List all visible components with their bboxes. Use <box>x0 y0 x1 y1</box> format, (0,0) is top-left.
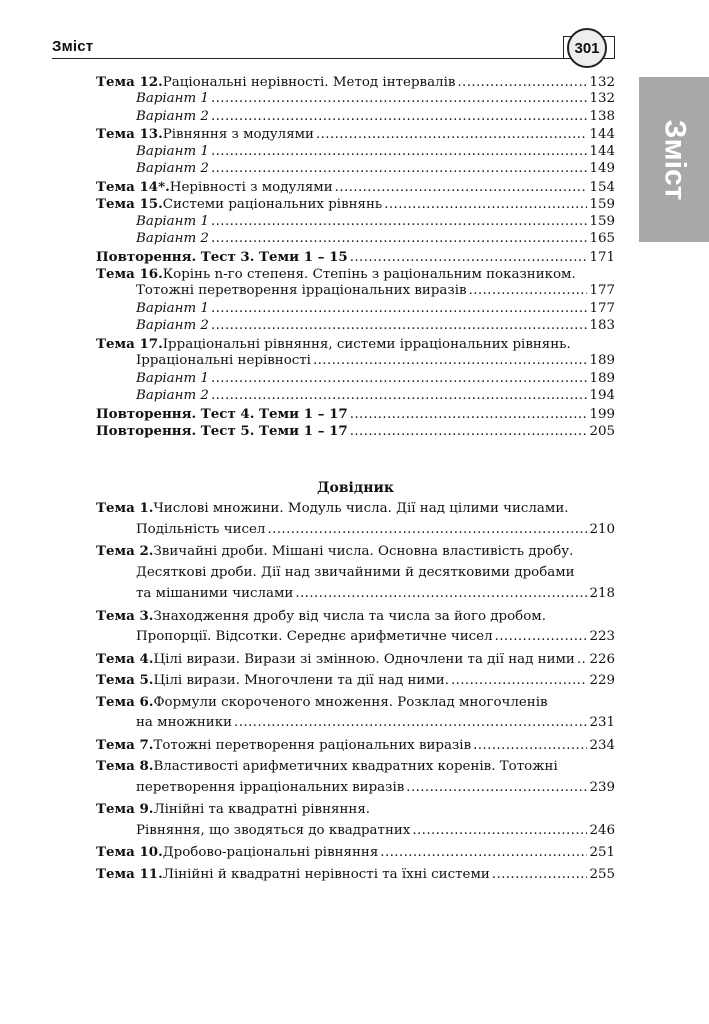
toc-line <box>136 520 615 540</box>
toc-topic-title: Системи раціональних рівнянь <box>162 197 383 213</box>
toc-page-number: 223 <box>589 629 615 644</box>
toc-topic-title: Властивості арифметичних квадратних коренів. Тотожні <box>153 759 558 774</box>
toc-topic-title: Ірраціональні рівняння, системи ірраціональних рівнянь. <box>162 336 571 352</box>
toc-topic-title: Формули скороченого множення. Розклад многочленів <box>153 694 548 710</box>
toc-topic-title: Числові множини. Модуль числа. Дії над цілими числами. <box>153 501 569 516</box>
toc-page-number: 132 <box>589 75 615 90</box>
toc-topic-label: Тема 15. <box>96 196 163 213</box>
dot-leader <box>577 650 588 670</box>
toc-line <box>136 627 615 647</box>
dot-leader <box>473 736 587 756</box>
toc-variant-label: Варіант 2 <box>136 161 209 177</box>
toc-line <box>136 821 615 841</box>
toc-topic-continuation: Подільність чисел <box>136 521 266 537</box>
toc-page-number: 144 <box>589 143 615 159</box>
toc-topic-continuation: Рівняння, що зводяться до квадратних <box>136 822 411 838</box>
toc-variant-label: Варіант 2 <box>136 318 209 334</box>
toc-line <box>96 498 615 518</box>
toc-topic-label: Повторення. Тест 4. Теми 1 – 17 <box>96 405 348 422</box>
toc-topic-title: Цілі вирази. Многочлени та дії над ними. <box>153 673 449 688</box>
dot-leader <box>267 520 587 540</box>
toc-topic-label: Тема 6. <box>96 693 154 710</box>
dot-leader <box>492 865 588 885</box>
toc-page-number: 132 <box>589 91 615 107</box>
toc-variant-label: Варіант 2 <box>136 231 209 247</box>
toc-page-number: 159 <box>589 197 615 213</box>
toc-variant-label: Варіант 1 <box>136 143 209 159</box>
toc-topic-label: Повторення. Тест 5. Теми 1 – 17 <box>96 423 348 439</box>
toc-line <box>136 778 615 798</box>
toc-topic-continuation: та мішаними числами <box>136 586 294 601</box>
toc-page-number: 189 <box>589 353 615 369</box>
toc-line <box>96 421 615 441</box>
toc-page-number: 138 <box>589 108 615 124</box>
toc-topic-title: Лінійні та квадратні рівняння. <box>153 802 371 817</box>
toc-line <box>96 799 615 819</box>
toc-variant-label: Варіант 1 <box>136 91 209 107</box>
toc-page-number: 194 <box>589 388 615 404</box>
toc-topic-label: Тема 17. <box>96 335 163 352</box>
toc-page-number: 177 <box>589 300 615 316</box>
toc-topic-continuation: Ірраціональні нерівності <box>136 353 311 369</box>
toc-line <box>96 606 615 626</box>
dot-leader <box>380 843 587 863</box>
toc-topic-label: Тема 5. <box>96 672 154 688</box>
section-header-title: Зміст <box>52 38 94 55</box>
toc-line <box>96 735 615 755</box>
toc-page-number: 149 <box>589 161 615 177</box>
toc-topic-label: Тема 16. <box>96 265 163 282</box>
toc-topic-title: Звичайні дроби. Мішані числа. Основна властивість дробу. <box>153 544 574 559</box>
dot-leader <box>295 584 587 604</box>
toc-line <box>96 541 615 561</box>
toc-topic-label: Тема 10. <box>96 844 163 860</box>
toc-topic-title: Тотожні перетворення раціональних виразів <box>153 737 472 753</box>
toc-page-number: 154 <box>589 179 615 195</box>
toc-page-number: 218 <box>589 586 615 601</box>
toc-topic-title: Рівняння з модулями <box>162 127 314 143</box>
toc-page-number: 255 <box>589 866 615 882</box>
toc-page-number: 226 <box>589 651 615 667</box>
toc-topic-label: Тема 9. <box>96 801 154 817</box>
toc-topic-continuation: на множники <box>136 715 233 730</box>
toc-page-number: 239 <box>589 779 615 795</box>
toc-line <box>136 563 615 583</box>
toc-topic-continuation: Пропорції. Відсотки. Середнє арифметичне чисел <box>136 629 493 644</box>
toc-page-number: 183 <box>589 318 615 334</box>
toc-page-number: 234 <box>589 737 615 753</box>
side-tab-label: Зміст <box>658 119 692 200</box>
toc-line <box>136 584 615 604</box>
toc-page-number: 229 <box>589 673 615 688</box>
side-tab <box>639 77 709 242</box>
toc-topic-label: Тема 11. <box>96 865 163 882</box>
toc-line <box>136 713 615 733</box>
toc-line <box>96 842 615 862</box>
toc-topic-continuation: перетворення ірраціональних виразів <box>136 779 405 795</box>
dot-leader <box>234 713 587 733</box>
toc-topic-label: Повторення. Тест 3. Теми 1 – 15 <box>96 248 348 265</box>
toc-page-number: 199 <box>589 406 615 422</box>
toc-variant-label: Варіант 2 <box>136 108 209 124</box>
toc-page-number: 177 <box>589 283 615 299</box>
toc-page-number: 246 <box>589 822 615 838</box>
toc-topic-label: Тема 2. <box>96 543 154 559</box>
toc-line <box>96 692 615 712</box>
toc-variant-label: Варіант 1 <box>136 213 209 229</box>
toc-topic-title: Дробово-раціональні рівняння <box>162 845 379 860</box>
toc-topic-label: Тема 8. <box>96 758 154 774</box>
dot-leader <box>412 821 587 841</box>
toc-topic-label: Тема 4. <box>96 650 154 667</box>
toc-variant-label: Варіант 1 <box>136 300 209 316</box>
toc-page-number: 165 <box>589 231 615 247</box>
directory-title: Довідник <box>317 480 394 496</box>
dot-leader <box>406 778 587 798</box>
toc-line <box>96 649 615 669</box>
dot-leader <box>350 422 588 442</box>
toc-page-number: 210 <box>589 521 615 537</box>
toc-topic-label: Тема 1. <box>96 500 154 516</box>
toc-topic-label: Тема 7. <box>96 736 154 753</box>
toc-line <box>96 864 615 884</box>
toc-variant-label: Варіант 2 <box>136 388 209 404</box>
toc-page-number: 251 <box>589 845 615 860</box>
toc-line <box>96 756 615 776</box>
toc-page-number: 189 <box>589 370 615 386</box>
toc-topic-title: Лінійні й квадратні нерівності та їхні системи <box>162 866 490 882</box>
toc-page-number: 205 <box>589 424 615 439</box>
toc-topic-title: Цілі вирази. Вирази зі змінною. Одночлени та дії над ними <box>153 651 575 667</box>
toc-page-number: 159 <box>589 213 615 229</box>
dot-leader <box>451 671 587 691</box>
toc-topic-label: Тема 13. <box>96 126 163 143</box>
toc-topic-title: Корінь n-го степеня. Степінь з раціональним показником. <box>162 266 576 282</box>
toc-topic-label: Тема 14*. <box>96 178 170 195</box>
toc-variant-label: Варіант 1 <box>136 370 209 386</box>
toc-page-number: 171 <box>589 249 615 265</box>
toc-topic-title: Раціональні нерівності. Метод інтервалів <box>162 75 456 90</box>
header-rule <box>52 58 615 59</box>
dot-leader <box>495 627 588 647</box>
toc-topic-continuation: Десяткові дроби. Дії над звичайними й десятковими дробами <box>136 564 575 580</box>
toc-topic-label: Тема 12. <box>96 74 163 90</box>
toc-page-number: 231 <box>589 715 615 730</box>
toc-line <box>96 670 615 690</box>
toc-topic-label: Тема 3. <box>96 607 154 624</box>
toc-topic-title: Нерівності з модулями <box>169 179 333 195</box>
toc-page-number: 144 <box>589 127 615 143</box>
toc-topic-title: Знаходження дробу від числа та числа за його дробом. <box>153 608 546 624</box>
toc-topic-continuation: Тотожні перетворення ірраціональних виразів <box>136 283 467 299</box>
page-number: 301 <box>567 28 607 68</box>
